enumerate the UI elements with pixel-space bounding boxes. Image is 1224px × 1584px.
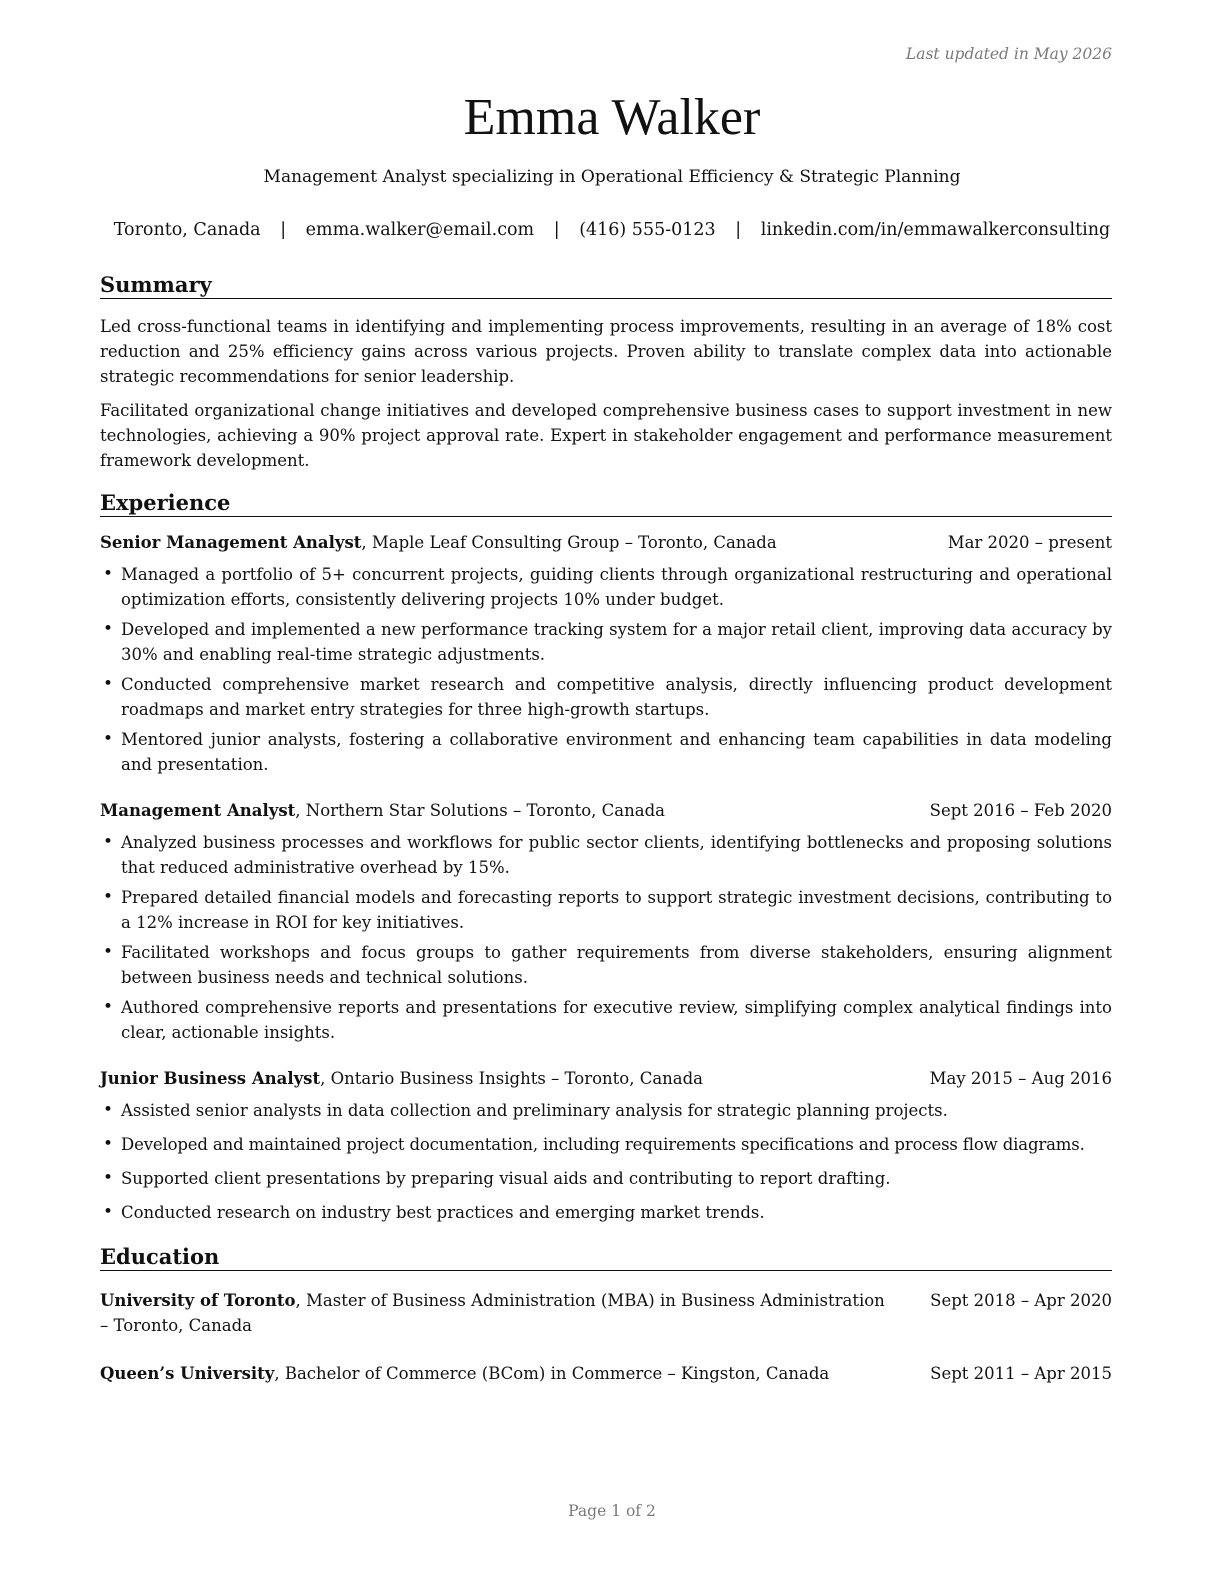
job-role: Management Analyst [100,801,296,820]
education-entry [100,1288,1112,1338]
candidate-name: Emma Walker [463,89,761,146]
job-bullets [100,562,1112,777]
section-title-summary: Summary [100,272,1112,299]
contact-phone: (416) 555-0123 [579,220,716,240]
education-dates: Sept 2018 – Apr 2020 [930,1291,1112,1310]
summary-paragraph: Led cross-functional teams in identifying and implementing process improvements, resulting in an average of 18% cost reduction and 25% efficiency gains across various projects. Proven ability to translate complex data into actionable strategic recommendations for senior leadership. [100,317,1112,386]
education-entry [100,1361,1112,1386]
bullet-item: • Conducted comprehensive market research and competitive analysis, directly influencing product development roadmaps and market entry strategies for three high-growth startups. [100,672,1112,722]
job-company: , Northern Star Solutions – Toronto, Canada [295,801,666,820]
bullet-item: • Conducted research on industry best practices and emerging market trends. [100,1200,1120,1225]
job-bullets [100,1098,1120,1225]
job-header [100,801,1112,820]
job-dates: Mar 2020 – present [947,533,1112,552]
bullet-item: • Supported client presentations by preparing visual aids and contributing to report drafting. [100,1166,1120,1191]
degree-details: , Bachelor of Commerce (BCom) in Commerce – Kingston, Canada [274,1364,830,1383]
degree-details: , Master of Business Administration (MBA) in Business Administration – Toronto, Canada [100,1291,885,1335]
bullet-item: • Developed and maintained project documentation, including requirements specifications and process flow diagrams. [100,1132,1120,1157]
job-role: Junior Business Analyst [100,1069,321,1088]
bullet-item: • Mentored junior analysts, fostering a collaborative environment and enhancing team capabilities in data modeling and presentation. [100,727,1112,777]
headline: Management Analyst specializing in Operational Efficiency & Strategic Planning [263,167,961,187]
job-company: , Ontario Business Insights – Toronto, Canada [320,1069,704,1088]
contact-separator: | [735,220,742,240]
page-number: Page 1 of 2 [568,1502,656,1520]
job-header [100,533,1112,552]
job-role: Senior Management Analyst [100,533,362,552]
contact-location: Toronto, Canada [113,220,261,240]
job-dates: Sept 2016 – Feb 2020 [929,801,1112,820]
summary-paragraph: Facilitated organizational change initiatives and developed comprehensive business cases to support investment in new technologies, achieving a 90% project approval rate. Expert in stakeholder engagement and performance measurement framework development. [100,401,1112,470]
bullet-item: • Authored comprehensive reports and presentations for executive review, simplifying complex analytical findings into clear, actionable insights. [100,995,1112,1045]
school-name: Queen’s University [100,1364,275,1383]
bullet-item: • Prepared detailed financial models and forecasting reports to support strategic investment decisions, contributing to a 12% increase in ROI for key initiatives. [100,885,1112,935]
bullet-item: • Assisted senior analysts in data collection and preliminary analysis for strategic planning projects. [100,1098,1120,1123]
last-updated: Last updated in May 2026 [905,45,1112,63]
bullet-item: • Analyzed business processes and workflows for public sector clients, identifying bottlenecks and proposing solutions that reduced administrative overhead by 15%. [100,830,1112,880]
section-title-education: Education [100,1244,1112,1271]
contact-separator: | [553,220,560,240]
education-dates: Sept 2011 – Apr 2015 [930,1364,1112,1383]
bullet-item: • Facilitated workshops and focus groups to gather requirements from diverse stakeholders, ensuring alignment between business needs and technical solutions. [100,940,1112,990]
contact-linkedin[interactable]: linkedin.com/in/emmawalkerconsulting [760,220,1111,240]
school-name: University of Toronto [100,1291,296,1310]
job-header [100,1069,1112,1088]
contact-email[interactable]: emma.walker@email.com [305,220,535,240]
bullet-item: • Managed a portfolio of 5+ concurrent projects, guiding clients through organizational restructuring and operational optimization efforts, consistently delivering projects 10% under budget. [100,562,1112,612]
contact-line [0,220,1224,240]
job-dates: May 2015 – Aug 2016 [929,1069,1112,1088]
contact-separator: | [280,220,287,240]
section-title-experience: Experience [100,490,1112,517]
job-bullets [100,830,1112,1045]
job-company: , Maple Leaf Consulting Group – Toronto, Canada [361,533,777,552]
bullet-item: • Developed and implemented a new performance tracking system for a major retail client, improving data accuracy by 30% and enabling real-time strategic adjustments. [100,617,1112,667]
